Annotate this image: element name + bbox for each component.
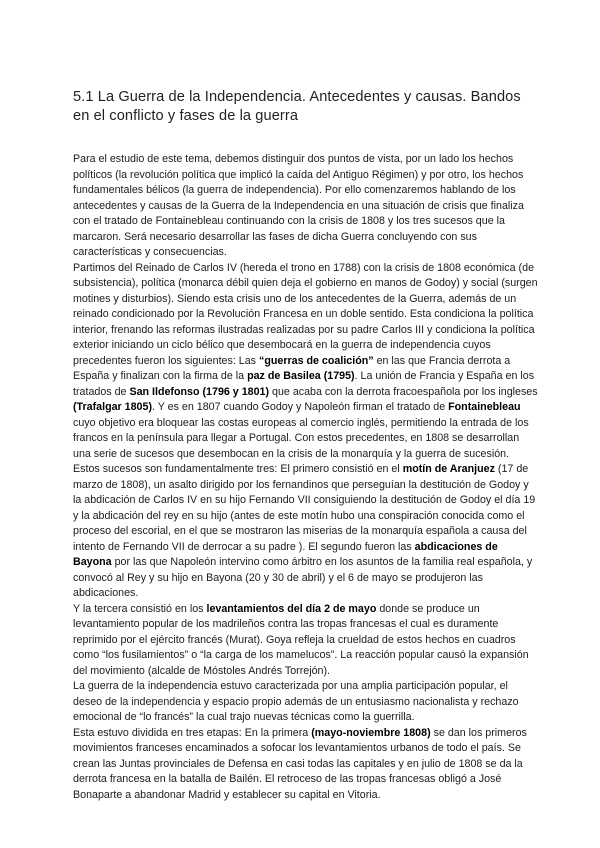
bold-text: motín de Aranjuez (402, 463, 495, 475)
paragraph (73, 679, 538, 726)
bold-text: “guerras de coalición” (258, 354, 374, 367)
document-body (73, 152, 538, 803)
bold-text: Fontainebleau (448, 401, 521, 413)
paragraph (73, 152, 538, 261)
text-run: se dan los primeros movimientos franceses encaminados a sofocar los levantamientos urbanos de todo el país. Se crean las Juntas provinciales de Defensa en casi todas las capitales y en julio de 1808 se da la derrota francesa en la batalla de Bailén. El retroceso de las tropas francesas obligó a José Bonaparte a abandonar Madrid y establecer su capital en Vitoria. (73, 726, 527, 801)
page-title: 5.1 La Guerra de la Independencia. Antecedentes y causas. Bandos en el conflicto y fases de la guerra (73, 89, 521, 124)
text-run: Esta estuvo dividida en tres etapas: En la primera (73, 726, 312, 739)
text-run: . La unión de Francia y España en los tratados de (73, 370, 535, 398)
paragraph (73, 602, 538, 680)
bold-text: (mayo-noviembre 1808) (311, 726, 431, 739)
text-run: donde se produce un levantamiento popular de los madrileños contra las tropas francesas el cual es duramente reprimido por el ejército francés (Murat). Goya refleja la crueldad de estos hechos en cuadros como “los fusilamientos” o “la carga de los mamelucos”. La reacción popular causó la expansión del movimiento (alcalde de Móstoles Andrés Torrejón). (73, 602, 529, 677)
text-run: por las que Napoleón intervino como árbitro en los asuntos de la familia real española, y convocó al Rey y su hijo en Bayona (20 y 30 de abril) y el 6 de mayo se produjeron las abdicaciones. (73, 556, 533, 599)
bold-text: San Ildefonso (1796 y 1801) (129, 385, 270, 398)
paragraph (73, 726, 538, 804)
text-run: (17 de marzo de 1808), un asalto dirigido por los fernandinos que perseguían la destitución de Godoy y la abdicación de Carlos IV en su hijo Fernando VII consiguiendo la destitución de Godoy el día 19 y la abdicación del rey en su hijo (antes de este motín hubo una conspiración conocida como el proceso del escorial, en el que se mostraron las miserias de la monarquía española a causa del intento de Fernando VII de derrocar a su padre ). El segundo fueron las (73, 463, 536, 553)
bold-text: levantamientos del día 2 de mayo (206, 602, 377, 615)
bold-text: (Trafalgar 1805) (73, 401, 153, 413)
text-run: . Y es en 1807 cuando Godoy y Napoleón firman el tratado de (152, 401, 449, 413)
bold-text: paz de Basilea (1795) (247, 370, 355, 382)
text-run: Partimos del Reinado de Carlos IV (hereda el trono en 1788) con la crisis de 1808 económica (de subsistencia), política (monarca débil quien deja el gobierno en manos de Godoy) y social (surgen motines y disturbios). Siendo esta crisis uno de los antecedentes de la Guerra, además de un reinado condicionado por la Revolución Francesa en un doble sentido. Esta condiciona la política interior, frenando las reformas ilustradas realizadas por su padre Carlos III y condiciona la política exterior iniciando un ciclo bélico que desembocará en la guerra de independencia cuyos precedentes fueron los siguientes: Las (73, 261, 538, 367)
text-run: en las que Francia derrota a España y finalizan con la firma de la (73, 354, 511, 382)
text-run: que acaba con la derrota fracoespañola por los ingleses (269, 385, 538, 398)
bold-text: abdicaciones de Bayona (73, 540, 498, 568)
text-run: La guerra de la independencia estuvo caracterizada por una amplia participación popular, el deseo de la independencia y espacio propio además de un entusiasmo nacionalista y rechazo emocional de “lo francés” la cual trajo nuevas técnicas como la guerrilla. (73, 680, 519, 723)
text-run: cuyo objetivo era bloquear las costas europeas al comercio inglés, permitiendo la entrada de los francos en la península para llegar a Portugal. Con estos precedentes, en 1808 se desarrollan una serie de sucesos que desembocan en la crisis de la monarquía y la guerra de sucesión. Estos sucesos son fundamentalmente tres: El primero consistió en el (73, 416, 529, 475)
paragraph (73, 261, 538, 602)
text-run: Para el estudio de este tema, debemos distinguir dos puntos de vista, por un lado los hechos políticos (la revolución política que implicó la caída del Antiguo Régimen) y por otro, los hechos fundamentales bélicos (la guerra de independencia). Por ello comenzaremos hablando de los antecedentes y causas de la Guerra de la Independencia en una situación de crisis que finaliza con el tratado de Fontainebleau continuando con la crisis de 1808 y los tres sucesos que la marcaron. Será necesario desarrollar las fases de dicha Guerra concluyendo con sus características y consecuencias. (73, 153, 524, 258)
text-run: Y la tercera consistió en los (73, 602, 207, 615)
